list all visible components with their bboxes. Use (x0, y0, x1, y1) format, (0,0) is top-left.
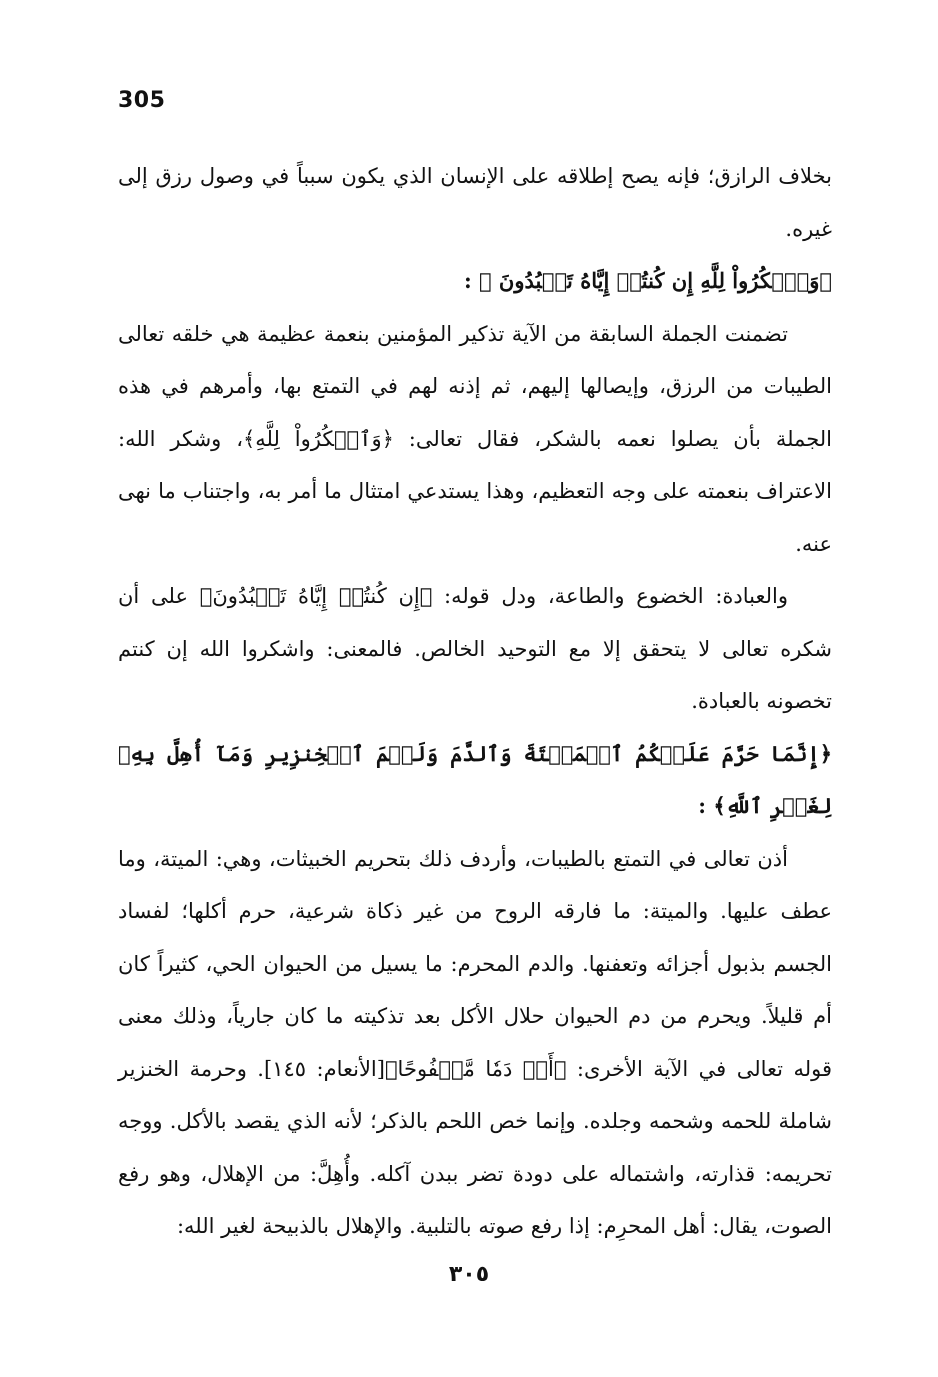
paragraph-worship: والعبادة: الخضوع والطاعة، ودل قوله: ﴿إِن كُنتُمۡ إِيَّاهُ تَعۡبُدُونَ﴾ على أن شكره تعالى لا يتحقق إلا مع التوحيد الخالص. فالمعنى: واشكروا الله إن كنتم تخصونه بالعبادة. (118, 584, 832, 713)
paragraph-thanks-explanation: تضمنت الجملة السابقة من الآية تذكير المؤمنين بنعمة عظيمة هي خلقه تعالى الطيبات من الرزق، وإيصالها إليهم، ثم إذنه لهم في التمتع بها، وأمرهم في هذه الجملة بأن يصلوا نعمه بالشكر، فقال تعالى: ﴿وَٱشۡكُرُواْ لِلَّهِ﴾، وشكر الله: الاعتراف بنعمته على وجه التعظيم، وهذا يستدعي امتثال ما أمر به، واجتناب ما نهى عنه. (118, 321, 833, 556)
page-body (118, 150, 832, 1253)
verse-heading-thanks: ﴿وَٱشۡكُرُواْ لِلَّهِ إِن كُنتُمۡ إِيَّاهُ تَعۡبُدُونَ ﴾ : (463, 268, 832, 293)
page-number-footer: ٣٠٥ (448, 1262, 490, 1287)
paragraph-prohibitions: أذن تعالى في التمتع بالطيبات، وأردف ذلك بتحريم الخبيثات، وهي: الميتة، وما عطف عليها. والميتة: ما فارقه الروح من غير ذكاة شرعية، حرم أكلها؛ لفساد الجسم بذبول أجزائه وتعفنها. والدم المحرم: ما يسيل من الحيوان الحي، كثيراً كان أم قليلاً. ويحرم من دم الحيوان حلال الأكل بعد تذكيته ما كان جارياً، وذلك معنى قوله تعالى في الآية الأخرى: ﴿أَوۡ دَمٗا مَّسۡفُوحًا﴾[الأنعام: ١٤٥]. وحرمة الخنزير شاملة للحمه وشحمه وجلده. وإنما خص اللحم بالذكر؛ لأنه الذي يقصد بالأكل. ووجه تحريمه: قذارته، واشتماله على دودة تضر ببدن آكله. وأُهِلَّ: من الإهلال، وهو رفع الصوت، يقال: أهل المحرِم: إذا رفع صوته بالتلبية. والإهلال بالذبيحة لغير الله: (118, 846, 832, 1238)
verse-heading-prohibitions: ﴿إِنَّمَا حَرَّمَ عَلَيۡكُمُ ٱلۡمَيۡتَةَ وَٱلدَّمَ وَلَحۡمَ ٱلۡخِنزِيرِ وَمَآ أُهِلَّ بِهِۦ لِغَيۡرِ ٱللَّهِ﴾ : (118, 740, 832, 818)
page-number-header: 305 (118, 88, 166, 113)
paragraph-intro: بخلاف الرازق؛ فإنه يصح إطلاقه على الإنسان الذي يكون سبباً في وصول رزق إلى غيره. (118, 164, 832, 241)
